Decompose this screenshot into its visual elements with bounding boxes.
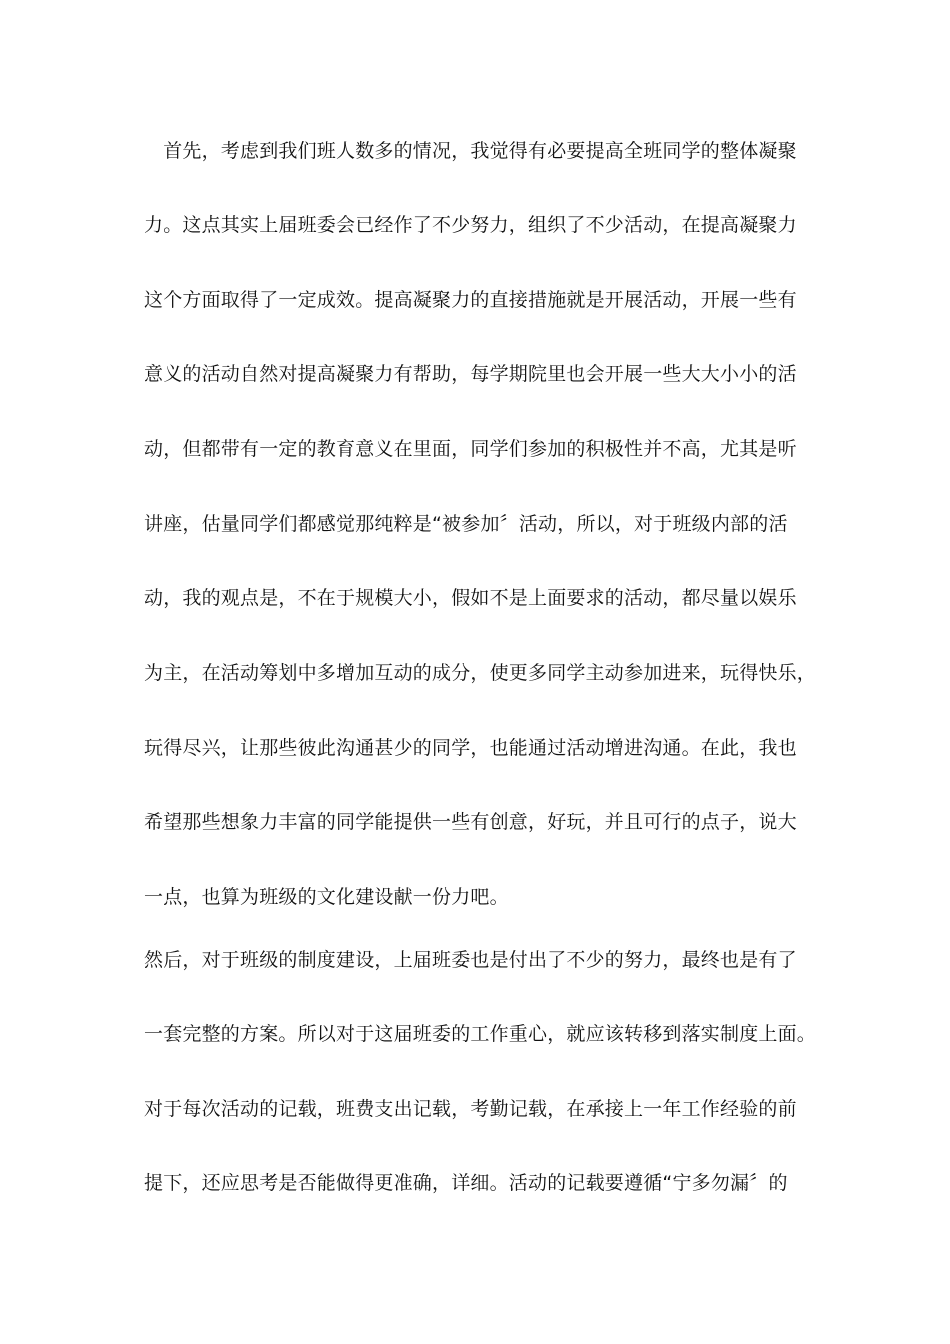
paragraph-2-line-4: 提下，还应思考是否能做得更准确，详细。活动的记载要遵循“宁多勿漏〞的: [144, 1172, 788, 1194]
paragraph-1-line-1: 首先，考虑到我们班人数多的情况，我觉得有必要提高全班同学的整体凝聚: [144, 140, 797, 162]
paragraph-1-line-5: 动，但都带有一定的教育意义在里面，同学们参加的积极性并不高，尤其是听: [144, 438, 797, 460]
paragraph-1-line-8: 为主，在活动筹划中多增加互动的成分，使更多同学主动参加进来，玩得快乐，: [144, 662, 817, 684]
paragraph-1-line-7: 动，我的观点是，不在于规模大小，假如不是上面要求的活动，都尽量以娱乐: [144, 587, 797, 609]
paragraph-1-line-4: 意义的活动自然对提高凝聚力有帮助，每学期院里也会开展一些大大小小的活: [144, 363, 797, 385]
paragraph-1-line-3: 这个方面取得了一定成效。提高凝聚力的直接措施就是开展活动，开展一些有: [144, 289, 797, 311]
paragraph-2-line-3: 对于每次活动的记载，班费支出记载，考勤记载，在承接上一年工作经验的前: [144, 1098, 797, 1120]
paragraph-1-line-11: 一点，也算为班级的文化建设献一份力吧。: [144, 886, 509, 908]
paragraph-1-line-10: 希望那些想象力丰富的同学能提供一些有创意，好玩，并且可行的点子，说大: [144, 811, 797, 833]
paragraph-2-line-2: 一套完整的方案。所以对于这届班委的工作重心，就应该转移到落实制度上面。: [144, 1023, 817, 1045]
paragraph-1-line-9: 玩得尽兴，让那些彼此沟通甚少的同学，也能通过活动增进沟通。在此，我也: [144, 737, 797, 759]
paragraph-2-line-1: 然后，对于班级的制度建设，上届班委也是付出了不少的努力，最终也是有了: [144, 949, 797, 971]
paragraph-1-line-6: 讲座，估量同学们都感觉那纯粹是“被参加〞活动，所以，对于班级内部的活: [144, 513, 788, 535]
paragraph-1-line-2: 力。这点其实上届班委会已经作了不少努力，组织了不少活动，在提高凝聚力: [144, 214, 797, 236]
